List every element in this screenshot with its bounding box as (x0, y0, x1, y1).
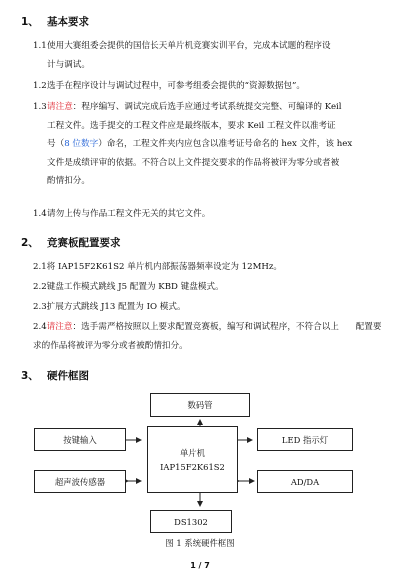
ds1302-box: DS1302 (150, 510, 232, 533)
attention-note: 请注意 (47, 102, 73, 112)
text-fragment: 号（ (47, 139, 65, 150)
item-text-cont: 计与调试。 (47, 59, 90, 70)
mcu-label: 单片机 (179, 447, 206, 458)
section-title-hardware (21, 368, 89, 383)
item-number: 2.4 (33, 322, 47, 332)
highlight-digits: 8 位数字 (64, 139, 99, 150)
config-2-4 (33, 318, 388, 355)
item-text-cont: 配置要求的作品将被评为零分或者被酌情扣分。 (33, 322, 382, 351)
item-number: 2.1 (33, 262, 47, 272)
section-number: 1、 (21, 16, 39, 28)
item-text: ：程序编写、调试完成后选手应通过考试系统提交完整、可编译的 Keil (72, 102, 342, 112)
attention-note: 请注意 (46, 322, 73, 332)
key-input-box: 按键输入 (34, 428, 126, 451)
text-fragment: ）命名，工程文件夹内应包含以准考证号命名的 hex 文件，该 hex (98, 139, 353, 150)
item-text-cont: 酌情扣分。 (47, 176, 90, 187)
item-number: 1.1 (33, 41, 47, 51)
adda-box: AD/DA (257, 470, 353, 493)
section-number: 3、 (21, 370, 39, 382)
item-number: 1.2 (33, 81, 47, 91)
ultrasonic-sensor-box: 超声波传感器 (34, 470, 126, 493)
section-heading: 硬件框图 (47, 370, 89, 382)
section-heading: 基本要求 (47, 16, 89, 28)
section-number: 2、 (21, 237, 39, 249)
item-text: 将 IAP15F2K61S2 单片机内部振荡器频率设定为 12MHz。 (46, 262, 282, 272)
item-text-cont: 文件是成绩评审的依据。不符合以上文件提交要求的作品将被评为零分或者被 (47, 157, 340, 168)
item-text-cont: 工程文件。选手提交的工程文件应是最终版本，要求 Keil 工程文件以准考证 (47, 120, 336, 131)
section-title-basic (21, 14, 89, 29)
item-text: ：选手需严格按照以上要求配置竞赛板，编写和调试程序，不符合以上 (72, 322, 339, 332)
page-number: 1 / 7 (190, 561, 210, 570)
item-number: 1.4 (33, 209, 47, 219)
mcu-model: IAP15F2K61S2 (160, 461, 225, 472)
requirement-1-3 (33, 98, 388, 191)
config-2-1 (33, 258, 388, 277)
figure-caption: 图 1 系统硬件框图 (165, 538, 235, 548)
led-indicator-box: LED 指示灯 (257, 428, 353, 451)
section-heading: 竞赛板配置要求 (47, 237, 121, 249)
config-2-2 (33, 278, 388, 297)
section-title-config (21, 235, 121, 250)
item-number: 2.3 (33, 302, 47, 312)
mcu-box (147, 426, 238, 493)
requirement-1-4 (33, 205, 388, 224)
item-text: 键盘工作模式跳线 J5 配置为 KBD 键盘模式。 (46, 282, 224, 292)
config-2-3 (33, 298, 388, 317)
item-text-cont (33, 135, 388, 154)
requirement-1-1 (33, 37, 388, 74)
item-number: 1.3 (33, 102, 47, 112)
item-number: 2.2 (33, 282, 47, 292)
item-text: 使用大赛组委会提供的国信长天单片机竞赛实训平台，完成本试题的程序设 (47, 41, 331, 51)
nixie-tube-box: 数码管 (150, 393, 250, 417)
item-text: 请勿上传与作品工程文件无关的其它文件。 (47, 209, 211, 219)
requirement-1-2 (33, 77, 388, 96)
item-text: 扩展方式跳线 J13 配置为 IO 模式。 (46, 302, 186, 312)
hardware-block-diagram (0, 388, 400, 538)
item-text: 选手在程序设计与调试过程中，可参考组委会提供的“资源数据包”。 (47, 81, 306, 91)
